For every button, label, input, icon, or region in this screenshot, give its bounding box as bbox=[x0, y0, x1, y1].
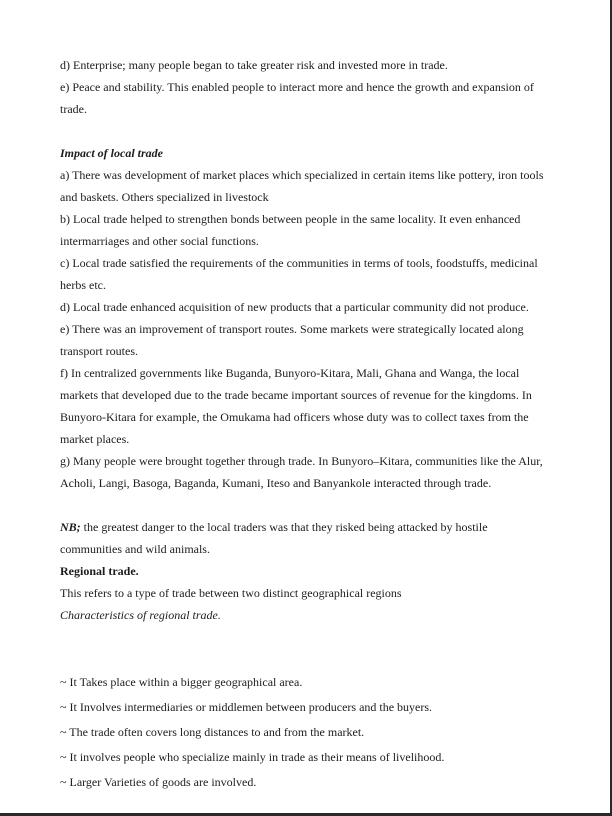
para-impact-b: b) Local trade helped to strengthen bonds between people in the same locality. It even enhanced intermarriages and other social functions. bbox=[60, 212, 521, 248]
heading-regional-trade: Regional trade. bbox=[60, 564, 139, 578]
para-impact-d: d) Local trade enhanced acquisition of new products that a particular community did not produce. bbox=[60, 300, 529, 314]
spacer bbox=[60, 626, 548, 670]
para-impact-g: g) Many people were brought together through trade. In Bunyoro–Kitara, communities like the Alur, Acholi, Langi, Basoga, Baganda, Kumani, Iteso and Banyankole interacted through trade. bbox=[60, 454, 543, 490]
spacer bbox=[60, 494, 548, 516]
para-enterprise: d) Enterprise; many people began to take greater risk and invested more in trade. bbox=[60, 58, 448, 72]
heading-characteristics: Characteristics of regional trade. bbox=[60, 608, 221, 622]
list-item-5: ~ Larger Varieties of goods are involved. bbox=[60, 775, 257, 789]
text-run: the greatest danger to the local traders was that they risked being attacked by hostile communities and wild animals. bbox=[60, 520, 488, 556]
list-item-2: ~ It Involves intermediaries or middlemen between producers and the buyers. bbox=[60, 700, 433, 714]
para-peace: e) Peace and stability. This enabled people to interact more and hence the growth and expansion of trade. bbox=[60, 80, 534, 116]
heading-impact-of-local-trade: Impact of local trade bbox=[60, 146, 163, 160]
para-regional-definition: This refers to a type of trade between two distinct geographical regions bbox=[60, 586, 402, 600]
para-impact-f: f) In centralized governments like Buganda, Bunyoro-Kitara, Mali, Ghana and Wanga, the local markets that developed due to the trade became important sources of revenue for the kingdoms. In Bunyoro-Kitara for example, the Omukama had officers whose duty was to collect taxes from the market places. bbox=[60, 366, 532, 446]
list-item-4: ~ It involves people who specialize mainly in trade as their means of livelihood. bbox=[60, 750, 445, 764]
text-run: NB; bbox=[60, 520, 81, 534]
list-item-3: ~ The trade often covers long distances to and from the market. bbox=[60, 725, 365, 739]
list-item-1: ~ It Takes place within a bigger geographical area. bbox=[60, 675, 303, 689]
para-nb bbox=[60, 516, 548, 560]
para-impact-c: c) Local trade satisfied the requirements of the communities in terms of tools, foodstuffs, medicinal herbs etc. bbox=[60, 256, 538, 292]
spacer bbox=[60, 120, 548, 142]
para-impact-a: a) There was development of market places which specialized in certain items like pottery, iron tools and baskets. Others specialized in livestock bbox=[60, 168, 544, 204]
para-impact-e: e) There was an improvement of transport routes. Some markets were strategically located along transport routes. bbox=[60, 322, 524, 358]
document-body bbox=[60, 54, 548, 795]
